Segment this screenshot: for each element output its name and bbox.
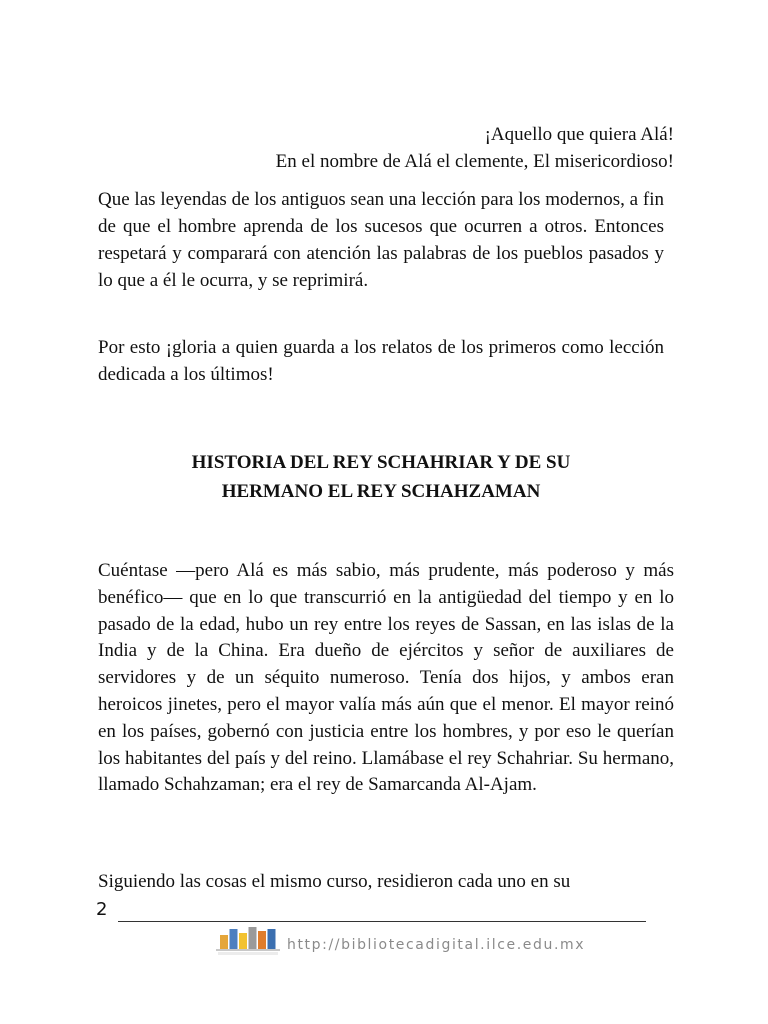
logo-book (230, 929, 238, 949)
body-paragraph-1: Cuéntase —pero Alá es más sabio, más prudente, más poderoso y más benéfico— que en lo que transcurrió en la antigüedad del tiempo y en lo pasado de la edad, hubo un rey entre los reyes de Sassan, en las islas de la India y de la China. Era dueño de ejércitos y señor de auxiliares de servidores y de un séquito numeroso. Tenía dos hijos, y ambos eran heroicos jinetes, pero el mayor valía más aún que el menor. El mayor reinó en los países, gobernó con justicia entre los hombres, y por eso le querían los habitantes del país y del reino. Llamábase el rey Schahriar. Su hermano, llamado Schahzaman; era el rey de Samarcanda Al-Ajam. (98, 560, 674, 796)
logo-book (239, 933, 247, 949)
footer-url: http://bibliotecadigital.ilce.edu.mx (287, 937, 586, 953)
intro-paragraph-2: Por esto ¡gloria a quien guarda a los relatos de los primeros como lección dedicada a los últimos! (98, 337, 664, 385)
chapter-title (98, 448, 664, 506)
logo-book (258, 931, 266, 949)
chapter-title-line-2: HERMANO EL REY SCHAHZAMAN (221, 481, 541, 502)
logo-book (220, 935, 228, 949)
invocation (276, 121, 674, 175)
intro-paragraph-1: Que las leyendas de los antiguos sean una lección para los modernos, a fin de que el hombre aprenda de los sucesos que ocurren a otros. Entonces respetará y comparará con atención las palabras de los pueblos pasados y lo que a él le ocurra, y se reprimirá. (98, 189, 664, 291)
logo-book (268, 929, 276, 949)
chapter-title-line-1: HISTORIA DEL REY SCHAHRIAR Y DE SU (191, 452, 571, 473)
invocation-line-2: En el nombre de Alá el clemente, El misericordioso! (275, 151, 674, 172)
body-paragraph-2: Siguiendo las cosas el mismo curso, residieron cada uno en su (98, 871, 571, 892)
footer-divider (118, 921, 646, 922)
page-number: 2 (96, 899, 108, 920)
logo-book (249, 927, 257, 949)
invocation-line-1: ¡Aquello que quiera Alá! (484, 124, 674, 145)
books-logo-icon (216, 925, 280, 957)
